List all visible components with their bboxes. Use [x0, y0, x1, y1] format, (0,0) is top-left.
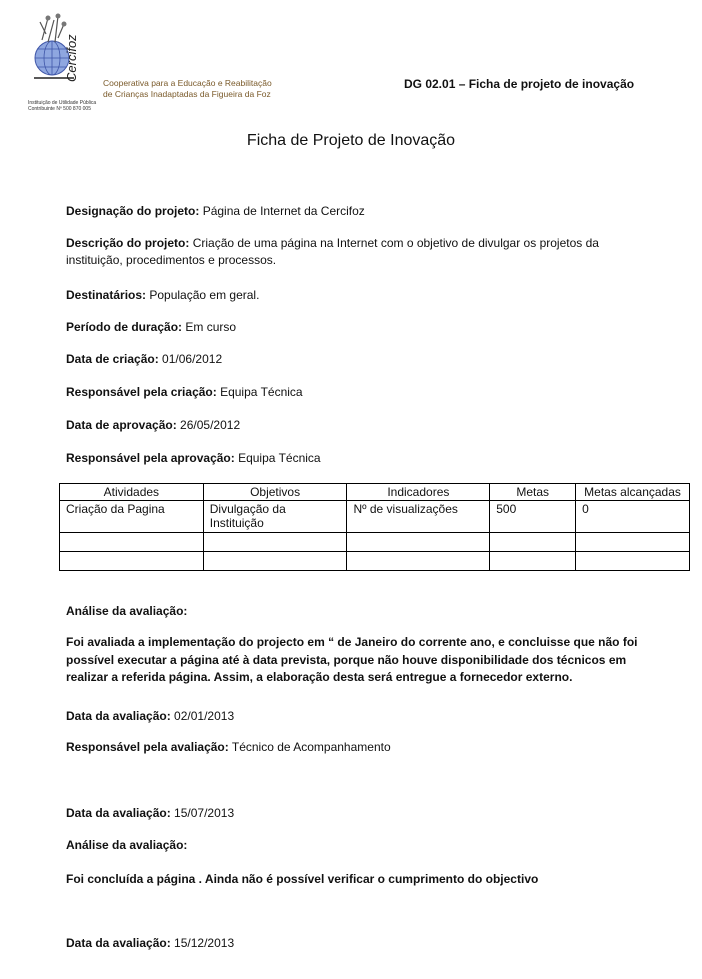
field-periodo-label: Período de duração: [66, 320, 183, 334]
table-row [60, 552, 690, 571]
table-cell [203, 533, 347, 552]
evaluation1-analysis-label: Análise da avaliação: [66, 604, 188, 618]
table-cell [490, 552, 576, 571]
organization-name-line2: de Crianças Inadaptadas da Figueira da Foz [103, 89, 271, 99]
evaluation1-analysis-text: Foi avaliada a implementação do projecto em “ de Janeiro do corrente ano, e concluisse que não foi possível executar a página até à data prevista, porque não houve disponibilidade dos técnicos em realizar a referida página. Assim, a elaboração desta será entregue a fornecedor externo. [66, 635, 638, 684]
table-cell: Nº de visualizações [347, 501, 490, 533]
field-destinatarios-value: População em geral. [146, 288, 260, 302]
table-header-cell: Objetivos [203, 484, 347, 501]
field-responsavel-aprovacao-value: Equipa Técnica [234, 451, 321, 465]
table-cell [203, 552, 347, 571]
evaluation1-date-label: Data da avaliação: [66, 709, 171, 723]
table-cell [576, 533, 690, 552]
table-header-cell: Metas [490, 484, 576, 501]
organization-name-line1: Cooperativa para a Educação e Reabilitação [103, 78, 272, 88]
globe-icon [28, 12, 90, 92]
table-header-cell: Indicadores [347, 484, 490, 501]
page-title: Ficha de Projeto de Inovação [246, 132, 456, 149]
field-responsavel-aprovacao [66, 450, 321, 467]
field-periodo [66, 319, 236, 336]
field-descricao-label: Descrição do projeto: [66, 236, 190, 250]
table-cell: Criação da Pagina [60, 501, 204, 533]
institution-info-line2: Contribuinte Nº 500 870 005 [28, 106, 91, 112]
evaluation2-date-label: Data da avaliação: [66, 806, 171, 820]
field-periodo-value: Em curso [182, 320, 237, 334]
evaluation2-date [66, 805, 234, 822]
field-designacao [66, 203, 365, 220]
table-header-row [60, 484, 690, 501]
evaluation3-date-label: Data da avaliação: [66, 936, 171, 950]
table-cell [347, 552, 490, 571]
evaluation1-responsible-label: Responsável pela avaliação: [66, 740, 229, 754]
cercifoz-logo [28, 12, 90, 92]
evaluation3-date [66, 935, 234, 952]
evaluation1-date-value: 02/01/2013 [170, 709, 235, 723]
evaluation2-analysis-text: Foi concluída a página . Ainda não é possível verificar o cumprimento do objectivo [66, 872, 539, 886]
field-designacao-label: Designação do projeto: [66, 204, 200, 218]
field-responsavel-criacao [66, 384, 303, 401]
field-descricao-value: Criação de uma página na Internet com o objetivo de divulgar os projetos da instituição, procedimentos e processos. [66, 236, 599, 267]
field-data-criacao [66, 351, 222, 368]
table-cell [60, 552, 204, 571]
field-destinatarios [66, 287, 259, 304]
field-data-aprovacao-value: 26/05/2012 [176, 418, 241, 432]
table-cell [490, 533, 576, 552]
table-header-cell: Atividades [60, 484, 204, 501]
table-row [60, 501, 690, 533]
field-data-criacao-value: 01/06/2012 [158, 352, 223, 366]
evaluation2-analysis-label: Análise da avaliação: [66, 838, 188, 852]
field-destinatarios-label: Destinatários: [66, 288, 147, 302]
document-code: DG 02.01 – Ficha de projeto de inovação [404, 77, 635, 91]
evaluation1-responsible [66, 739, 391, 756]
evaluation1-date [66, 708, 234, 725]
organization-name [103, 78, 272, 100]
table-cell [60, 533, 204, 552]
table-cell [347, 533, 490, 552]
table-cell [576, 552, 690, 571]
activities-table [59, 483, 690, 571]
table-cell: Divulgação da Instituição [203, 501, 347, 533]
logo-wordmark: Cercifoz [64, 34, 79, 82]
table-header-cell: Metas alcançadas [576, 484, 690, 501]
field-responsavel-aprovacao-label: Responsável pela aprovação: [66, 451, 235, 465]
institution-info [28, 100, 96, 112]
table-cell: 500 [490, 501, 576, 533]
field-responsavel-criacao-value: Equipa Técnica [216, 385, 303, 399]
table-row [60, 533, 690, 552]
field-data-criacao-label: Data de criação: [66, 352, 159, 366]
institution-info-line1: Instituição de Utilidade Pública [28, 100, 97, 106]
evaluation1-responsible-value: Técnico de Acompanhamento [228, 740, 391, 754]
field-descricao [66, 235, 626, 269]
field-responsavel-criacao-label: Responsável pela criação: [66, 385, 217, 399]
evaluation3-date-value: 15/12/2013 [170, 936, 235, 950]
evaluation2-date-value: 15/07/2013 [170, 806, 235, 820]
table-cell: 0 [576, 501, 690, 533]
field-data-aprovacao [66, 417, 240, 434]
field-designacao-value: Página de Internet da Cercifoz [199, 204, 365, 218]
field-data-aprovacao-label: Data de aprovação: [66, 418, 177, 432]
